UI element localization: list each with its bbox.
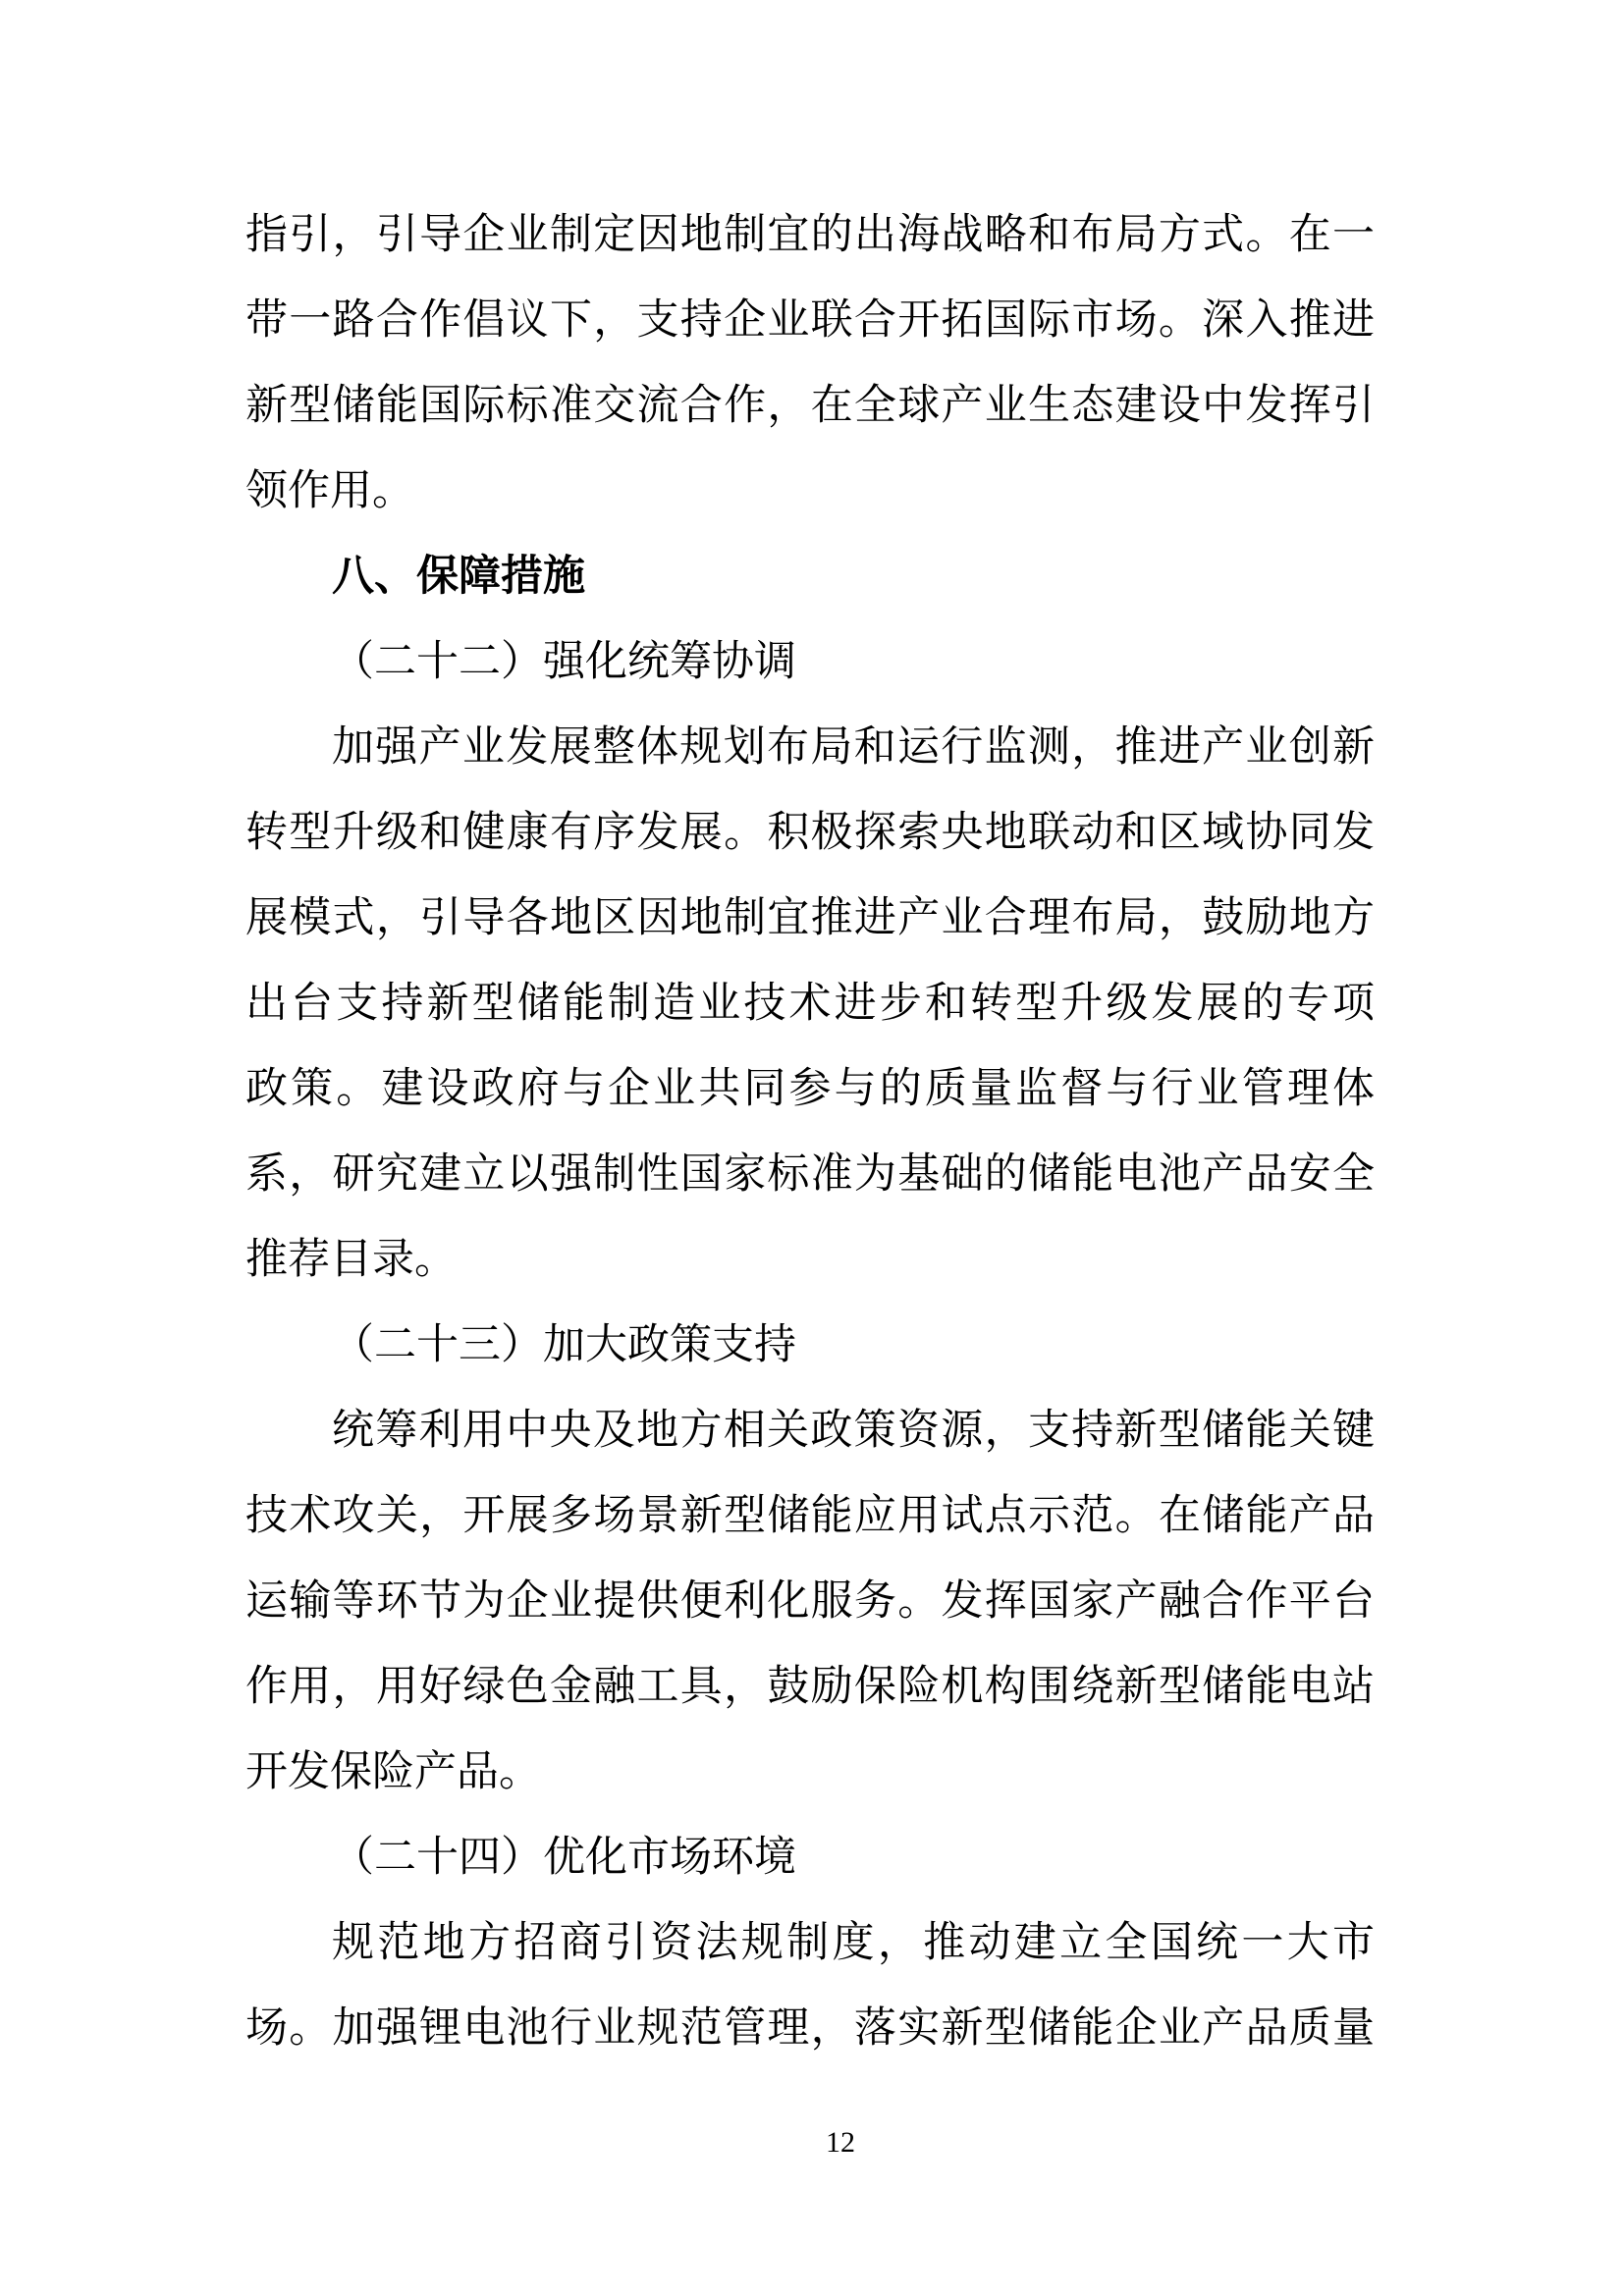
section-heading: 八、保障措施	[332, 553, 585, 600]
body-text-line: 运输等环节为企业提供便利化服务。发挥国家产融合作平台	[245, 1578, 1375, 1625]
body-text-line: 规范地方招商引资法规制度，推动建立全国统一大市	[332, 1920, 1375, 1966]
body-text-line: 出台支持新型储能制造业技术进步和转型升级发展的专项	[245, 981, 1375, 1027]
body-text-line: 转型升级和健康有序发展。积极探索央地联动和区域协同发	[245, 810, 1375, 856]
subsection-heading: （二十三）加大政策支持	[332, 1322, 796, 1368]
body-text-line: 加强产业发展整体规划布局和运行监测，推进产业创新	[332, 724, 1375, 771]
body-text-line: 作用，用好绿色金融工具，鼓励保险机构围绕新型储能电站	[245, 1664, 1375, 1710]
body-text-line: 统筹利用中央及地方相关政策资源，支持新型储能关键	[332, 1408, 1375, 1454]
body-text-line: 指引，引导企业制定因地制宜的出海战略和布局方式。在一	[245, 212, 1375, 258]
body-text-line: 领作用。	[245, 468, 414, 514]
body-text-line: 系，研究建立以强制性国家标准为基础的储能电池产品安全	[245, 1151, 1375, 1198]
document-body	[245, 192, 1375, 2071]
subsection-heading: （二十二）强化统筹协调	[332, 639, 796, 685]
page-number: 12	[826, 2126, 855, 2159]
body-text-line: 政策。建设政府与企业共同参与的质量监督与行业管理体	[245, 1066, 1375, 1112]
body-text-line: 推荐目录。	[245, 1237, 457, 1283]
body-text-line: 带一路合作倡议下，支持企业联合开拓国际市场。深入推进	[245, 297, 1375, 344]
body-text-line: 开发保险产品。	[245, 1749, 541, 1795]
body-text-line: 新型储能国际标准交流合作，在全球产业生态建设中发挥引	[245, 383, 1375, 429]
subsection-heading: （二十四）优化市场环境	[332, 1835, 796, 1881]
body-text-line: 展模式，引导各地区因地制宜推进产业合理布局，鼓励地方	[245, 895, 1375, 941]
body-text-line: 场。加强锂电池行业规范管理，落实新型储能企业产品质量	[245, 2005, 1375, 2052]
body-text-line: 技术攻关，开展多场景新型储能应用试点示范。在储能产品	[245, 1493, 1375, 1539]
